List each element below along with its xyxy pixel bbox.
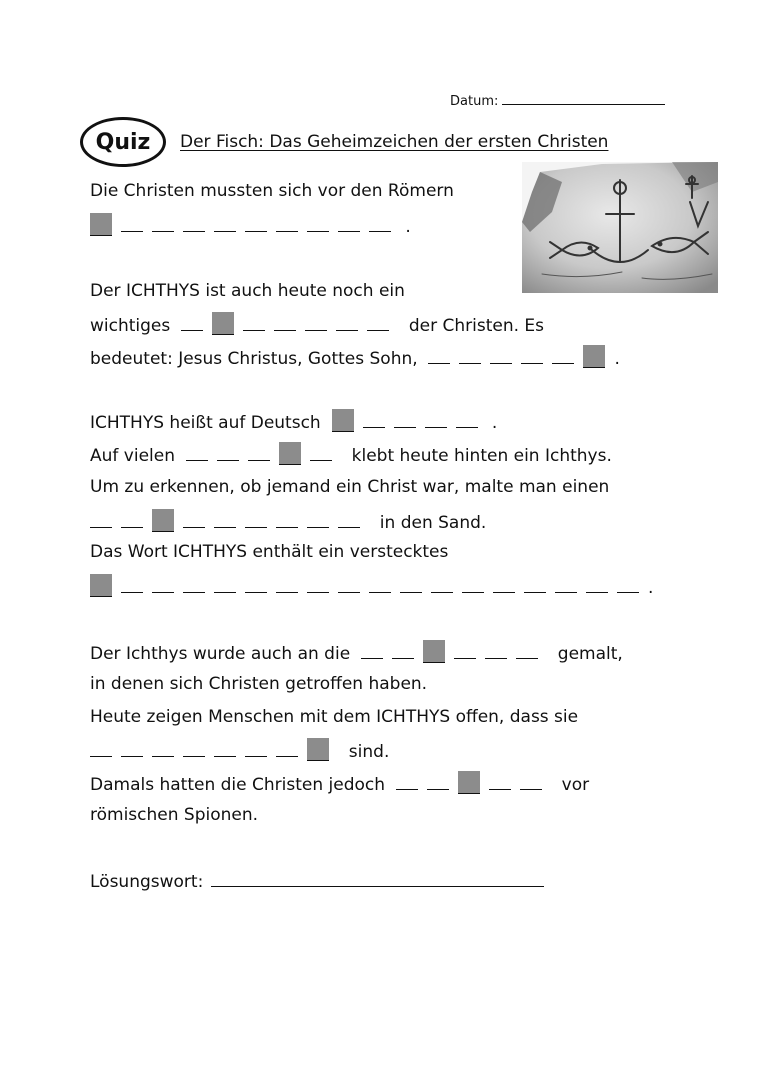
letter-blank[interactable] bbox=[214, 754, 236, 757]
letter-blank[interactable] bbox=[367, 328, 389, 331]
letter-blank[interactable] bbox=[485, 656, 507, 659]
letter-blank[interactable] bbox=[524, 590, 546, 593]
worksheet-title: Der Fisch: Das Geheimzeichen der ersten Christen bbox=[180, 132, 609, 152]
letter-blank[interactable] bbox=[396, 787, 418, 790]
quiz-line bbox=[90, 442, 612, 467]
letter-blank[interactable] bbox=[493, 590, 515, 593]
letter-blank[interactable] bbox=[521, 361, 543, 364]
letter-blank[interactable] bbox=[183, 754, 205, 757]
letter-blank[interactable] bbox=[489, 787, 511, 790]
line-text-after: klebt heute hinten ein Ichthys. bbox=[340, 446, 612, 466]
quiz-badge bbox=[80, 117, 166, 167]
line-text-after: . bbox=[614, 349, 620, 369]
solution-letter-blank[interactable] bbox=[279, 442, 301, 465]
stone-carving-image bbox=[522, 162, 718, 293]
solution-label: Lösungswort: bbox=[90, 872, 204, 892]
quiz-line bbox=[90, 706, 578, 728]
letter-blank[interactable] bbox=[90, 525, 112, 528]
letter-blank[interactable] bbox=[490, 361, 512, 364]
line-text-after: sind. bbox=[338, 742, 390, 762]
letter-blank[interactable] bbox=[152, 590, 174, 593]
date-label: Datum: bbox=[450, 94, 499, 109]
letter-blank[interactable] bbox=[617, 590, 639, 593]
line-text: Die Christen mussten sich vor den Römern bbox=[90, 181, 454, 201]
line-text-after: der Christen. Es bbox=[398, 316, 545, 336]
letter-blank[interactable] bbox=[181, 328, 203, 331]
quiz-line bbox=[90, 213, 411, 238]
quiz-line bbox=[90, 574, 653, 599]
solution-letter-blank[interactable] bbox=[212, 312, 234, 335]
line-text: Damals hatten die Christen jedoch bbox=[90, 775, 396, 795]
letter-blank[interactable] bbox=[307, 590, 329, 593]
letter-blank[interactable] bbox=[121, 754, 143, 757]
solution-letter-blank[interactable] bbox=[458, 771, 480, 794]
line-text: Der ICHTHYS ist auch heute noch ein bbox=[90, 281, 405, 301]
solution-answer-blank[interactable] bbox=[211, 870, 544, 887]
letter-blank[interactable] bbox=[586, 590, 608, 593]
letter-blank[interactable] bbox=[555, 590, 577, 593]
quiz-line bbox=[90, 804, 258, 826]
solution-line bbox=[90, 870, 544, 893]
quiz-line bbox=[90, 509, 486, 534]
line-text: Das Wort ICHTHYS enthält ein verstecktes bbox=[90, 542, 449, 562]
line-text: römischen Spionen. bbox=[90, 805, 259, 825]
letter-blank[interactable] bbox=[274, 328, 296, 331]
quiz-line bbox=[90, 771, 589, 796]
letter-blank[interactable] bbox=[363, 425, 385, 428]
letter-blank[interactable] bbox=[369, 590, 391, 593]
solution-letter-blank[interactable] bbox=[307, 738, 329, 761]
line-text: in denen sich Christen getroffen haben. bbox=[90, 674, 428, 694]
quiz-line bbox=[90, 180, 454, 202]
letter-blank[interactable] bbox=[307, 525, 329, 528]
solution-letter-blank[interactable] bbox=[90, 213, 112, 236]
letter-blank[interactable] bbox=[428, 361, 450, 364]
letter-blank[interactable] bbox=[552, 361, 574, 364]
letter-blank[interactable] bbox=[394, 425, 416, 428]
letter-blank[interactable] bbox=[361, 656, 383, 659]
line-text: Auf vielen bbox=[90, 446, 186, 466]
letter-blank[interactable] bbox=[516, 656, 538, 659]
letter-blank[interactable] bbox=[454, 656, 476, 659]
letter-blank[interactable] bbox=[520, 787, 542, 790]
letter-blank[interactable] bbox=[338, 229, 360, 232]
letter-blank[interactable] bbox=[245, 525, 267, 528]
letter-blank[interactable] bbox=[400, 590, 422, 593]
letter-blank[interactable] bbox=[427, 787, 449, 790]
line-text: bedeutet: Jesus Christus, Gottes Sohn, bbox=[90, 349, 429, 369]
letter-blank[interactable] bbox=[214, 525, 236, 528]
letter-blank[interactable] bbox=[336, 328, 358, 331]
quiz-line bbox=[90, 541, 448, 563]
line-text-after: . bbox=[400, 217, 411, 237]
letter-blank[interactable] bbox=[459, 361, 481, 364]
letter-blank[interactable] bbox=[186, 458, 208, 461]
letter-blank[interactable] bbox=[121, 229, 143, 232]
letter-blank[interactable] bbox=[369, 229, 391, 232]
letter-blank[interactable] bbox=[243, 328, 265, 331]
quiz-line bbox=[90, 280, 405, 302]
letter-blank[interactable] bbox=[425, 425, 447, 428]
quiz-line bbox=[90, 476, 609, 498]
solution-letter-blank[interactable] bbox=[583, 345, 605, 368]
line-text: Heute zeigen Menschen mit dem ICHTHYS offen, dass sie bbox=[90, 707, 579, 727]
line-text: Um zu erkennen, ob jemand ein Christ war, malte man einen bbox=[90, 477, 610, 497]
letter-blank[interactable] bbox=[248, 458, 270, 461]
solution-letter-blank[interactable] bbox=[423, 640, 445, 663]
letter-blank[interactable] bbox=[456, 425, 478, 428]
letter-blank[interactable] bbox=[214, 229, 236, 232]
letter-blank[interactable] bbox=[183, 590, 205, 593]
letter-blank[interactable] bbox=[152, 229, 174, 232]
letter-blank[interactable] bbox=[276, 590, 298, 593]
letter-blank[interactable] bbox=[305, 328, 327, 331]
letter-blank[interactable] bbox=[338, 525, 360, 528]
solution-letter-blank[interactable] bbox=[332, 409, 354, 432]
line-text-after: gemalt, bbox=[546, 644, 623, 664]
letter-blank[interactable] bbox=[183, 525, 205, 528]
letter-blank[interactable] bbox=[276, 229, 298, 232]
line-text: ICHTHYS heißt auf Deutsch bbox=[90, 413, 332, 433]
letter-blank[interactable] bbox=[245, 590, 267, 593]
letter-blank[interactable] bbox=[217, 458, 239, 461]
letter-blank[interactable] bbox=[276, 754, 298, 757]
letter-blank[interactable] bbox=[152, 754, 174, 757]
letter-blank[interactable] bbox=[183, 229, 205, 232]
letter-blank[interactable] bbox=[121, 590, 143, 593]
date-field bbox=[450, 92, 665, 109]
quiz-line bbox=[90, 409, 497, 434]
letter-blank[interactable] bbox=[276, 525, 298, 528]
quiz-badge-text: Quiz bbox=[95, 129, 151, 155]
line-text-after: . bbox=[486, 413, 498, 433]
letter-blank[interactable] bbox=[310, 458, 332, 461]
letter-blank[interactable] bbox=[338, 590, 360, 593]
quiz-line bbox=[90, 345, 620, 370]
letter-blank[interactable] bbox=[392, 656, 414, 659]
date-blank-line[interactable] bbox=[502, 92, 665, 105]
quiz-line bbox=[90, 738, 389, 763]
line-text-after: vor bbox=[550, 775, 590, 795]
line-text-after: in den Sand. bbox=[369, 513, 487, 533]
letter-blank[interactable] bbox=[90, 754, 112, 757]
solution-letter-blank[interactable] bbox=[152, 509, 174, 532]
letter-blank[interactable] bbox=[214, 590, 236, 593]
letter-blank[interactable] bbox=[307, 229, 329, 232]
quiz-line bbox=[90, 640, 623, 665]
quiz-line bbox=[90, 673, 427, 695]
line-text-after: . bbox=[648, 578, 654, 598]
letter-blank[interactable] bbox=[462, 590, 484, 593]
letter-blank[interactable] bbox=[245, 229, 267, 232]
quiz-line bbox=[90, 312, 544, 337]
solution-letter-blank[interactable] bbox=[90, 574, 112, 597]
letter-blank[interactable] bbox=[245, 754, 267, 757]
letter-blank[interactable] bbox=[121, 525, 143, 528]
line-text: wichtiges bbox=[90, 316, 182, 336]
letter-blank[interactable] bbox=[431, 590, 453, 593]
line-text: Der Ichthys wurde auch an die bbox=[90, 644, 361, 664]
